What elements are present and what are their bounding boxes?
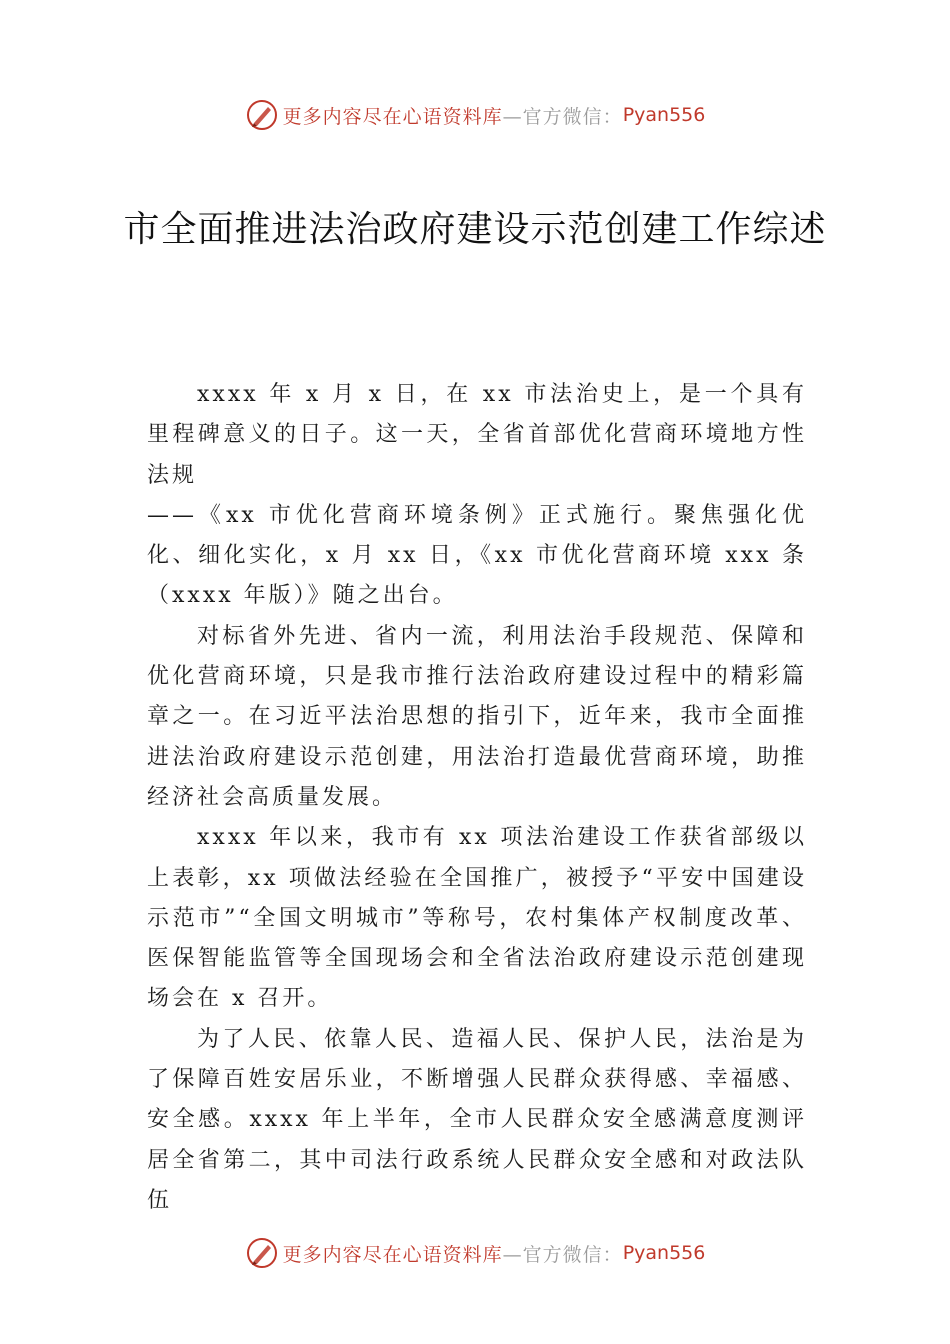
watermark-wechat-label: —官方微信： xyxy=(502,1243,623,1266)
footer-watermark xyxy=(0,1233,950,1273)
watermark-site-name: 更多内容尽在心语资料库 xyxy=(282,1243,503,1266)
paragraph-3: 对标省外先进、省内一流，利用法治手段规范、保障和优化营商环境，只是我市推行法治政府建设过程中的精彩篇章之一。在习近平法治思想的指引下，近年来，我市全面推进法治政府建设示范创建，用法治打造最优营商环境，助推经济社会高质量发展。 xyxy=(147,623,807,810)
document-body xyxy=(147,375,807,1221)
paragraph-5: 为了人民、依靠人民、造福人民、保护人民，法治是为了保障百姓安居乐业，不断增强人民群众获得感、幸福感、 安全感。xxxx 年上半年，全市人民群众安全感满意度测评居全省第二，其中司法行政系统人民群众安全感和对政法队伍 xyxy=(147,1026,807,1213)
pen-logo-icon xyxy=(245,1236,279,1270)
watermark-wechat-label: —官方微信： xyxy=(502,105,623,128)
watermark-wechat-id: Pyan556 xyxy=(622,104,706,126)
watermark-site-name: 更多内容尽在心语资料库 xyxy=(282,105,503,128)
header-watermark xyxy=(0,95,950,135)
watermark-wechat-id: Pyan556 xyxy=(622,1242,706,1264)
paragraph-2: ——《xx 市优化营商环境条例》正式施行。聚焦强化优化、细化实化，x 月 xx 日，《xx 市优化营商环境 xxx 条（xxxx 年版）》随之出台。 xyxy=(147,502,807,609)
document-title: 市全面推进法治政府建设示范创建工作综述 xyxy=(123,209,827,250)
paragraph-1: xxxx 年 x 月 x 日，在 xx 市法治史上，是一个具有里程碑意义的日子。这一天，全省首部优化营商环境地方性法规 xyxy=(147,382,807,488)
pen-logo-icon xyxy=(245,98,279,132)
paragraph-4: xxxx 年以来，我市有 xx 项法治建设工作获省部级以上表彰，xx 项做法经验在全国推广，被授予“平安中国建设示范市”“全国文明城市”等称号，农村集体产权制度改革、医保智能监管等全国现场会和全省法治政府建设示范创建现场会在 x 召开。 xyxy=(147,825,807,1012)
